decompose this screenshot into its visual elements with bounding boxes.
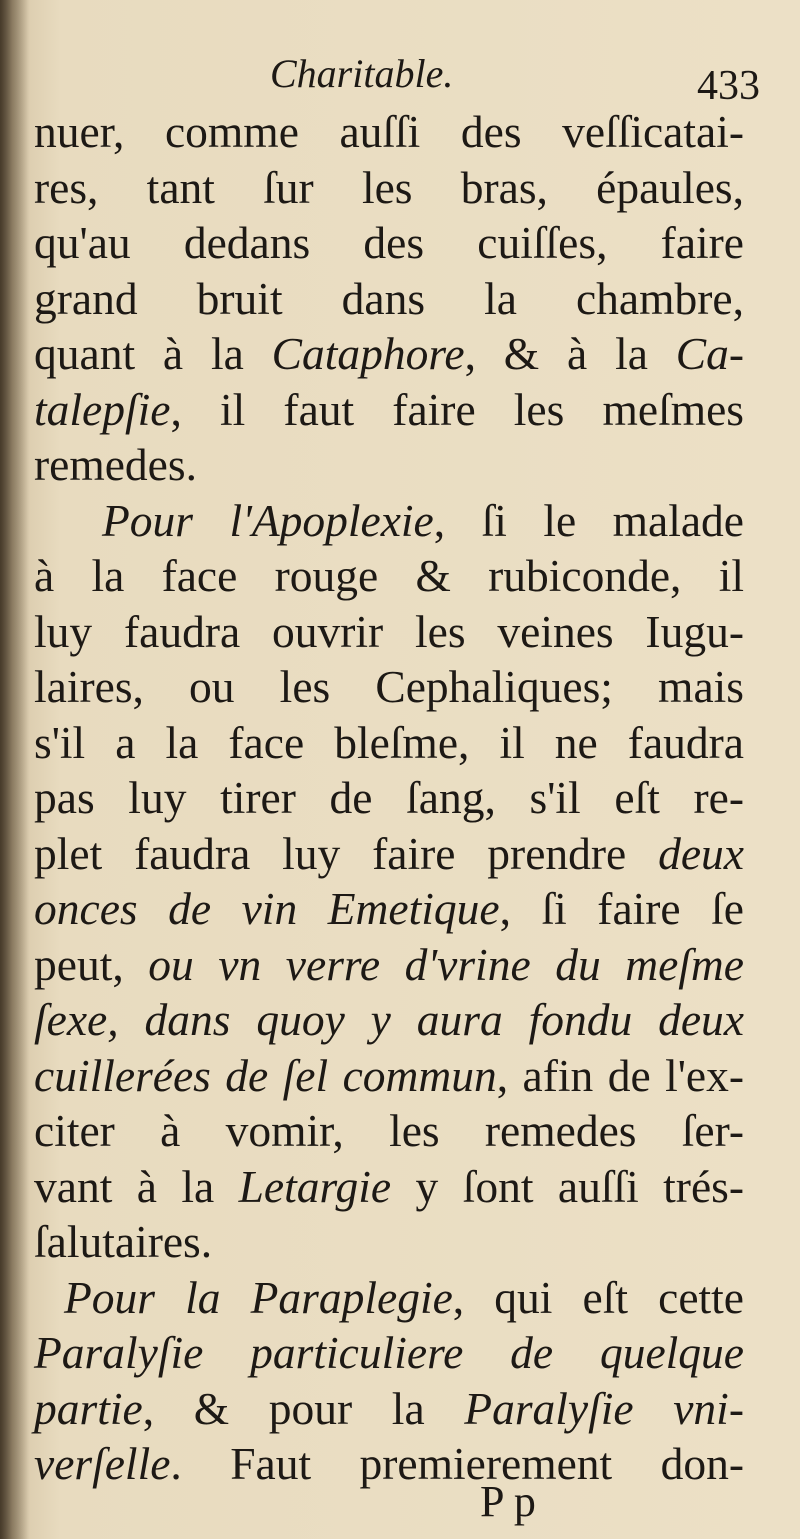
italic-term: Cataphore (271, 328, 465, 379)
line-text: , qui eſt cette (452, 1271, 744, 1323)
italic-term: Ca- (675, 328, 744, 379)
line-text: qu'au dedans des cuiſſes, faire (34, 217, 744, 268)
italic-term: verſelle (34, 1438, 171, 1489)
line-text: laires, ou les Cephaliques; mais (34, 661, 744, 712)
text-line (34, 1270, 744, 1326)
text-line (34, 604, 744, 660)
text-line (34, 1325, 744, 1381)
text-line (34, 160, 744, 216)
line-text: pas luy tirer de ſang, s'il eſt re- (34, 772, 744, 823)
italic-term: partie (34, 1382, 143, 1434)
line-text: , afin de l'ex- (496, 1049, 745, 1101)
line-text: plet faudra luy faire prendre (34, 827, 659, 879)
italic-term: onces de vin Emetique (34, 883, 500, 934)
text-line (34, 493, 744, 549)
text-line (34, 548, 744, 604)
text-line (34, 1103, 744, 1159)
text-line (34, 826, 744, 882)
italic-term: Pour l'Apoplexie (102, 494, 434, 546)
signature-mark: P p (480, 1477, 536, 1526)
text-line (34, 937, 744, 993)
body-text (34, 104, 744, 1492)
line-text: , il faut faire les meſmes (170, 383, 744, 435)
line-text: ſalutaires. (34, 1216, 213, 1267)
line-text: s'il a la face bleſme, il ne faudra (34, 716, 744, 768)
text-line (34, 215, 744, 271)
line-text: luy faudra ouvrir les veines Iugu- (34, 605, 744, 657)
italic-term: Pour la Paraplegie (64, 1271, 453, 1323)
gutter-shadow (0, 0, 30, 1539)
italic-term: deux (658, 827, 744, 879)
line-text: , ſi faire ſe (499, 883, 744, 934)
line-text: peut, (34, 938, 149, 990)
text-line (34, 1214, 744, 1270)
text-line (34, 1381, 744, 1437)
italic-term: cuillerées de ſel commun (34, 1049, 497, 1101)
text-line (34, 992, 744, 1048)
page-header (36, 50, 760, 110)
line-text: remedes. (34, 439, 197, 490)
italic-term: Letargie (238, 1160, 392, 1212)
italic-term: talepſie (34, 383, 171, 435)
text-line (34, 1048, 744, 1104)
line-text: nuer, comme auſſi des veſſicatai- (34, 106, 744, 157)
line-text: quant à la (34, 328, 272, 379)
page-number: 433 (697, 63, 760, 109)
text-line (34, 437, 744, 493)
italic-term: ou vn verre d'vrine du meſme (148, 938, 744, 990)
line-text: vant à la (34, 1160, 239, 1212)
line-text: citer à vomir, les remedes ſer- (34, 1105, 744, 1156)
text-line (34, 770, 744, 826)
line-text: grand bruit dans la chambre, (34, 272, 744, 324)
text-line (34, 1159, 744, 1215)
running-title: Charitable. (270, 51, 454, 96)
text-line (34, 659, 744, 715)
text-line (34, 715, 744, 771)
text-line (34, 382, 744, 438)
text-line (34, 881, 744, 937)
line-text: res, tant ſur les bras, épaules, (34, 161, 744, 213)
text-line (34, 1436, 744, 1492)
line-text: , & à la (464, 328, 676, 379)
line-text: . Faut premierement don- (170, 1438, 744, 1489)
italic-term: Paralyſie particuliere de quelque (34, 1327, 744, 1378)
text-line (34, 271, 744, 327)
italic-term: Paralyſie vni- (464, 1382, 744, 1434)
line-text: , ſi le malade (433, 494, 744, 546)
italic-term: ſexe, dans quoy y aura fondu deux (34, 994, 744, 1045)
line-text: y ſont auſſi trés- (391, 1160, 745, 1212)
text-line (34, 104, 744, 160)
text-line (34, 326, 744, 382)
line-text: à la face rouge & rubiconde, il (34, 550, 744, 601)
line-text: , & pour la (142, 1382, 465, 1434)
